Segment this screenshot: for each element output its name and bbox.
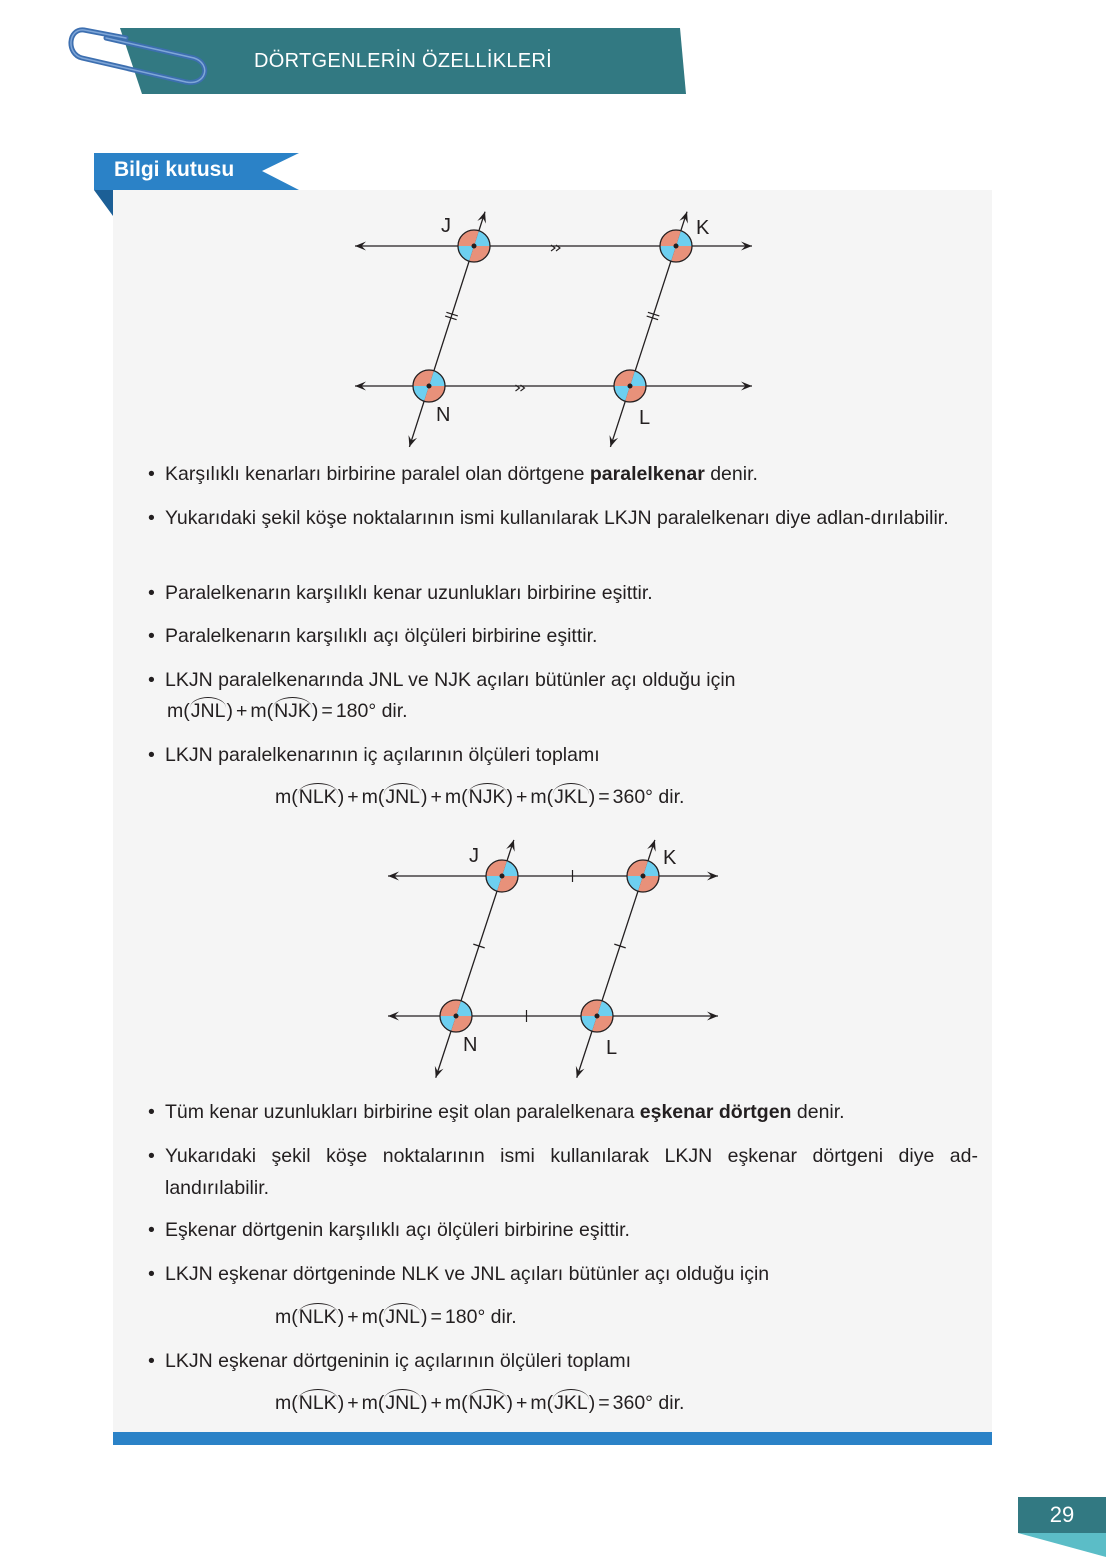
- bullet-opposite-angles: • Paralelkenarın karşılıklı açı ölçüleri birbirine eşittir.: [148, 625, 598, 647]
- diagram1-label-j: J: [441, 215, 451, 237]
- diagram1-vertex-dot: [472, 244, 477, 249]
- bullet-rhombus-angle-sum: • LKJN eşkenar dörtgeninin iç açılarının ölçüleri toplamı: [148, 1350, 632, 1372]
- page-number: 29: [1018, 1497, 1106, 1533]
- bullet-rhombus-supplementary: • LKJN eşkenar dörtgeninde NLK ve JNL açıları bütünler açı olduğu için: [148, 1263, 770, 1285]
- bullet-parallelogram-naming: • Yukarıdaki şekil köşe noktalarının ismi kullanılarak LKJN paralelkenarı diye adlan-dırılabilir.: [148, 507, 949, 529]
- bullet-rhombus-opposite-angles: • Eşkenar dörtgenin karşılıklı açı ölçüleri birbirine eşittir.: [148, 1219, 630, 1241]
- chapter-title: DÖRTGENLERİN ÖZELLİKLERİ: [253, 50, 553, 72]
- diagram2-vertex-dot: [454, 1014, 459, 1019]
- info-box-title: Bilgi kutusu: [114, 158, 235, 181]
- diagram2-label-j: J: [469, 845, 479, 867]
- bullet-rhombus-naming: • Yukarıdaki şekil köşe noktalarının ismi kullanılarak LKJN eşkenar dörtgeni diye ad-landırılabilir.: [148, 1145, 978, 1199]
- diagram2-label-n: N: [463, 1034, 478, 1056]
- bullet-opposite-sides: • Paralelkenarın karşılıklı kenar uzunlukları birbirine eşittir.: [148, 582, 653, 604]
- bullet-parallelogram-definition: • Karşılıklı kenarları birbirine paralel olan dörtgene paralelkenar denir.: [148, 463, 758, 485]
- formula-supplementary: m(JNL) + m(NJK) = 180° dir.: [167, 700, 408, 722]
- formula-rhombus-supplementary: m(NLK) + m(JNL) = 180° dir.: [275, 1306, 517, 1328]
- diagram2-vertex-dot: [641, 874, 646, 879]
- bullet-angle-sum: • LKJN paralelkenarının iç açılarının ölçüleri toplamı: [148, 744, 600, 766]
- diagram2-vertex-dot: [500, 874, 505, 879]
- formula-angle-sum: m(NLK) + m(JNL) + m(NJK) + m(JKL) = 360° dir.: [275, 786, 685, 808]
- diagram2-label-k: K: [663, 847, 677, 869]
- diagram1-label-n: N: [436, 404, 451, 426]
- diagram2-vertex-dot: [595, 1014, 600, 1019]
- bullet-supplementary: • LKJN paralelkenarında JNL ve NJK açıları bütünler açı olduğu için: [148, 669, 736, 691]
- diagram1-label-k: K: [696, 217, 710, 239]
- diagram1-vertex-dot: [427, 384, 432, 389]
- bullet-rhombus-definition: • Tüm kenar uzunlukları birbirine eşit olan paralelkenara eşkenar dörtgen denir.: [148, 1101, 845, 1123]
- diagram2-label-l: L: [606, 1037, 618, 1059]
- diagram1-vertex-dot: [628, 384, 633, 389]
- diagram1-vertex-dot: [674, 244, 679, 249]
- diagram1-label-l: L: [639, 407, 651, 429]
- formula-rhombus-angle-sum: m(NLK) + m(JNL) + m(NJK) + m(JKL) = 360° dir.: [275, 1392, 685, 1414]
